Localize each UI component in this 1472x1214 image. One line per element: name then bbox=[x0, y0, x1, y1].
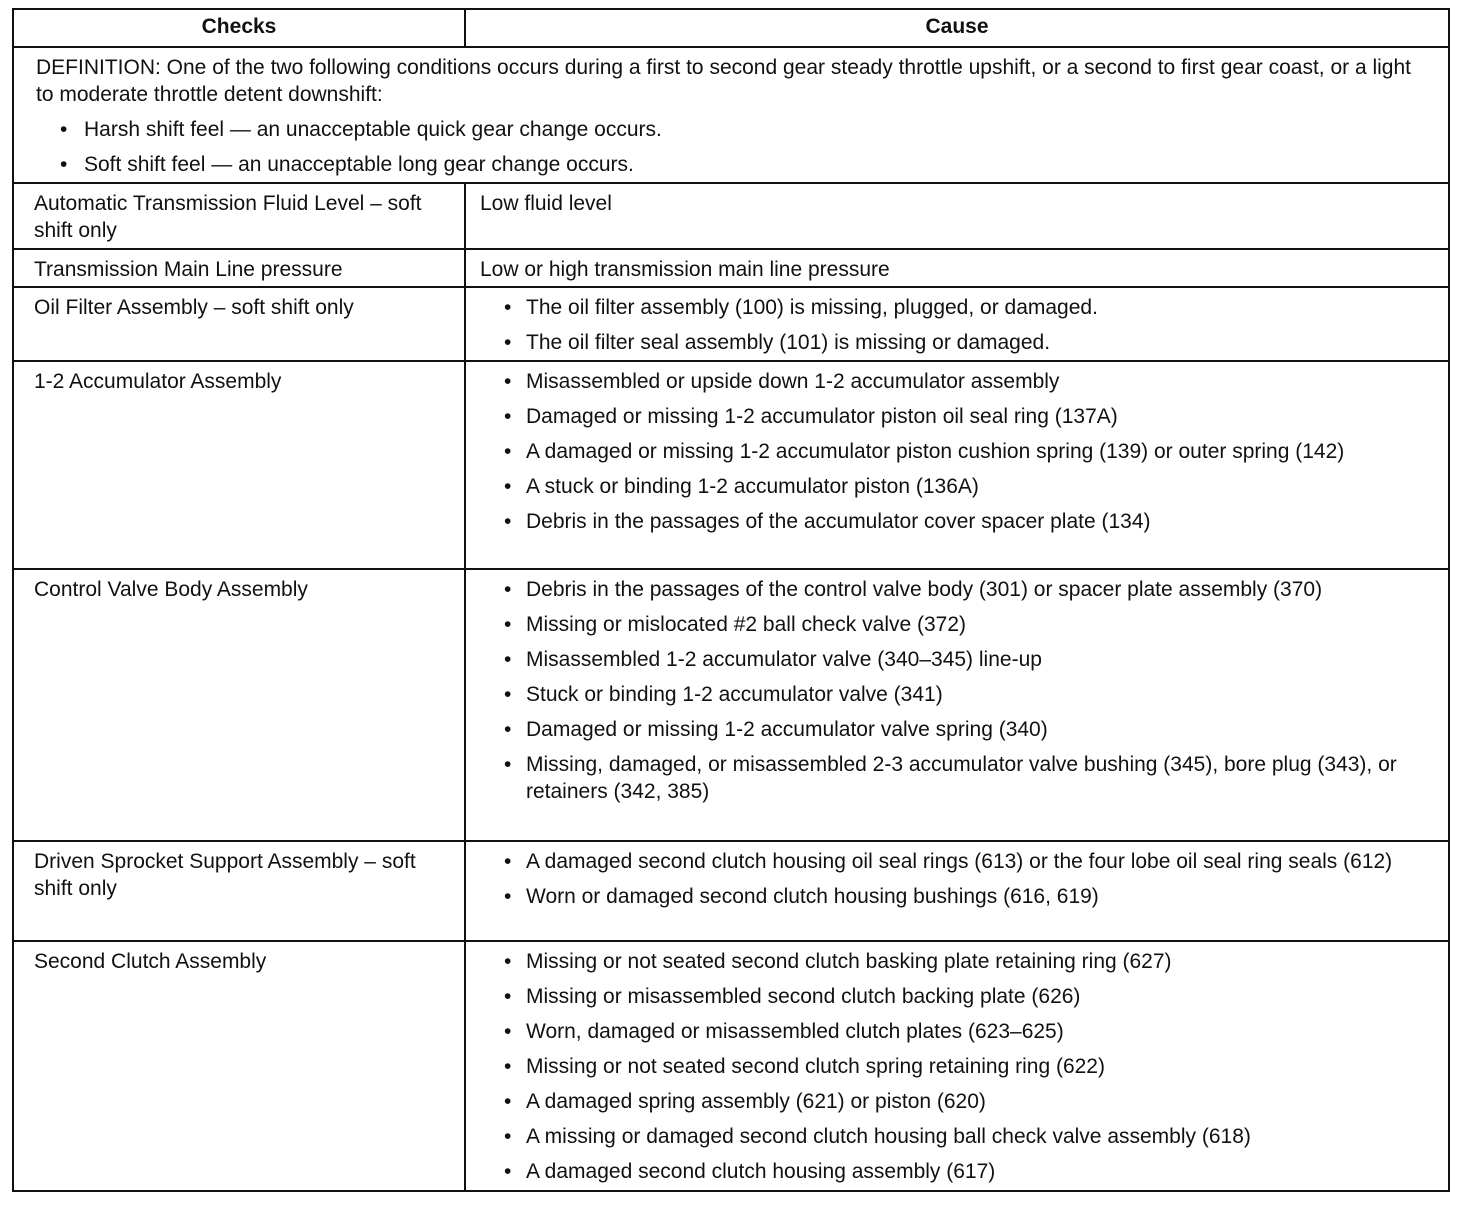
definition-row bbox=[14, 48, 1448, 184]
cause-cell bbox=[466, 184, 1448, 248]
cause-bullet: • Missing or not seated second clutch basking plate retaining ring (627) bbox=[480, 948, 1428, 975]
check-cell: Control Valve Body Assembly bbox=[14, 570, 466, 840]
check-cell: Automatic Transmission Fluid Level – soft shift only bbox=[14, 184, 466, 248]
cause-bullet: • Damaged or missing 1-2 accumulator valve spring (340) bbox=[480, 716, 1428, 743]
cause-bullet: • Misassembled or upside down 1-2 accumulator assembly bbox=[480, 368, 1428, 395]
check-cell: Second Clutch Assembly bbox=[14, 942, 466, 1192]
definition-text: DEFINITION: One of the two following conditions occurs during a first to second gear steady throttle upshift, or a second to first gear coast, or a light to moderate throttle detent downshift: bbox=[36, 56, 1411, 106]
header-row bbox=[14, 10, 1448, 48]
definition-bullets bbox=[36, 116, 1422, 178]
definition-bullet: • Harsh shift feel — an unacceptable quick gear change occurs. bbox=[36, 116, 1422, 143]
cause-bullet: • Damaged or missing 1-2 accumulator piston oil seal ring (137A) bbox=[480, 403, 1428, 430]
cause-bullet: • The oil filter seal assembly (101) is missing or damaged. bbox=[480, 329, 1428, 356]
table-row bbox=[14, 250, 1448, 288]
cause-bullet: • A damaged second clutch housing oil seal rings (613) or the four lobe oil seal ring seals (612) bbox=[480, 848, 1428, 875]
table-row bbox=[14, 288, 1448, 362]
table-row bbox=[14, 570, 1448, 842]
checks-header: Checks bbox=[14, 10, 466, 46]
check-cell: Driven Sprocket Support Assembly – soft shift only bbox=[14, 842, 466, 940]
table-row bbox=[14, 362, 1448, 570]
check-cell: Oil Filter Assembly – soft shift only bbox=[14, 288, 466, 360]
definition-bullet: • Soft shift feel — an unacceptable long gear change occurs. bbox=[36, 151, 1422, 178]
table-row bbox=[14, 184, 1448, 250]
cause-bullet: • The oil filter assembly (100) is missing, plugged, or damaged. bbox=[480, 294, 1428, 321]
cause-bullet: • Missing, damaged, or misassembled 2-3 accumulator valve bushing (345), bore plug (343), or retainers (342, 385) bbox=[480, 751, 1428, 805]
cause-bullet: • A stuck or binding 1-2 accumulator piston (136A) bbox=[480, 473, 1428, 500]
cause-bullet: • Missing or misassembled second clutch backing plate (626) bbox=[480, 983, 1428, 1010]
table-row bbox=[14, 942, 1448, 1192]
cause-cell bbox=[466, 942, 1448, 1192]
cause-bullet: • A missing or damaged second clutch housing ball check valve assembly (618) bbox=[480, 1123, 1428, 1150]
cause-bullet: • Worn, damaged or misassembled clutch plates (623–625) bbox=[480, 1018, 1428, 1045]
cause-cell bbox=[466, 570, 1448, 840]
cause-bullet: • A damaged or missing 1-2 accumulator piston cushion spring (139) or outer spring (142) bbox=[480, 438, 1428, 465]
cause-cell bbox=[466, 362, 1448, 568]
table-row bbox=[14, 842, 1448, 942]
cause-bullet: • A damaged spring assembly (621) or piston (620) bbox=[480, 1088, 1428, 1115]
cause-cell bbox=[466, 250, 1448, 286]
cause-bullet: • Missing or not seated second clutch spring retaining ring (622) bbox=[480, 1053, 1428, 1080]
cause-bullet: • Misassembled 1-2 accumulator valve (340–345) line-up bbox=[480, 646, 1428, 673]
cause-bullet: • Debris in the passages of the accumulator cover spacer plate (134) bbox=[480, 508, 1428, 535]
diagnosis-table bbox=[12, 8, 1450, 1192]
cause-bullet: • Debris in the passages of the control valve body (301) or spacer plate assembly (370) bbox=[480, 576, 1428, 603]
cause-bullet: • Worn or damaged second clutch housing bushings (616, 619) bbox=[480, 883, 1428, 910]
cause-text: Low or high transmission main line pressure bbox=[480, 258, 890, 281]
cause-bullet: • A damaged second clutch housing assembly (617) bbox=[480, 1158, 1428, 1185]
check-cell: Transmission Main Line pressure bbox=[14, 250, 466, 286]
check-cell: 1-2 Accumulator Assembly bbox=[14, 362, 466, 568]
cause-bullet: • Stuck or binding 1-2 accumulator valve (341) bbox=[480, 681, 1428, 708]
definition-cell bbox=[14, 48, 1448, 182]
cause-bullet: • Missing or mislocated #2 ball check valve (372) bbox=[480, 611, 1428, 638]
cause-header: Cause bbox=[925, 15, 989, 38]
cause-cell bbox=[466, 288, 1448, 360]
cause-cell bbox=[466, 842, 1448, 940]
cause-text: Low fluid level bbox=[480, 192, 612, 215]
